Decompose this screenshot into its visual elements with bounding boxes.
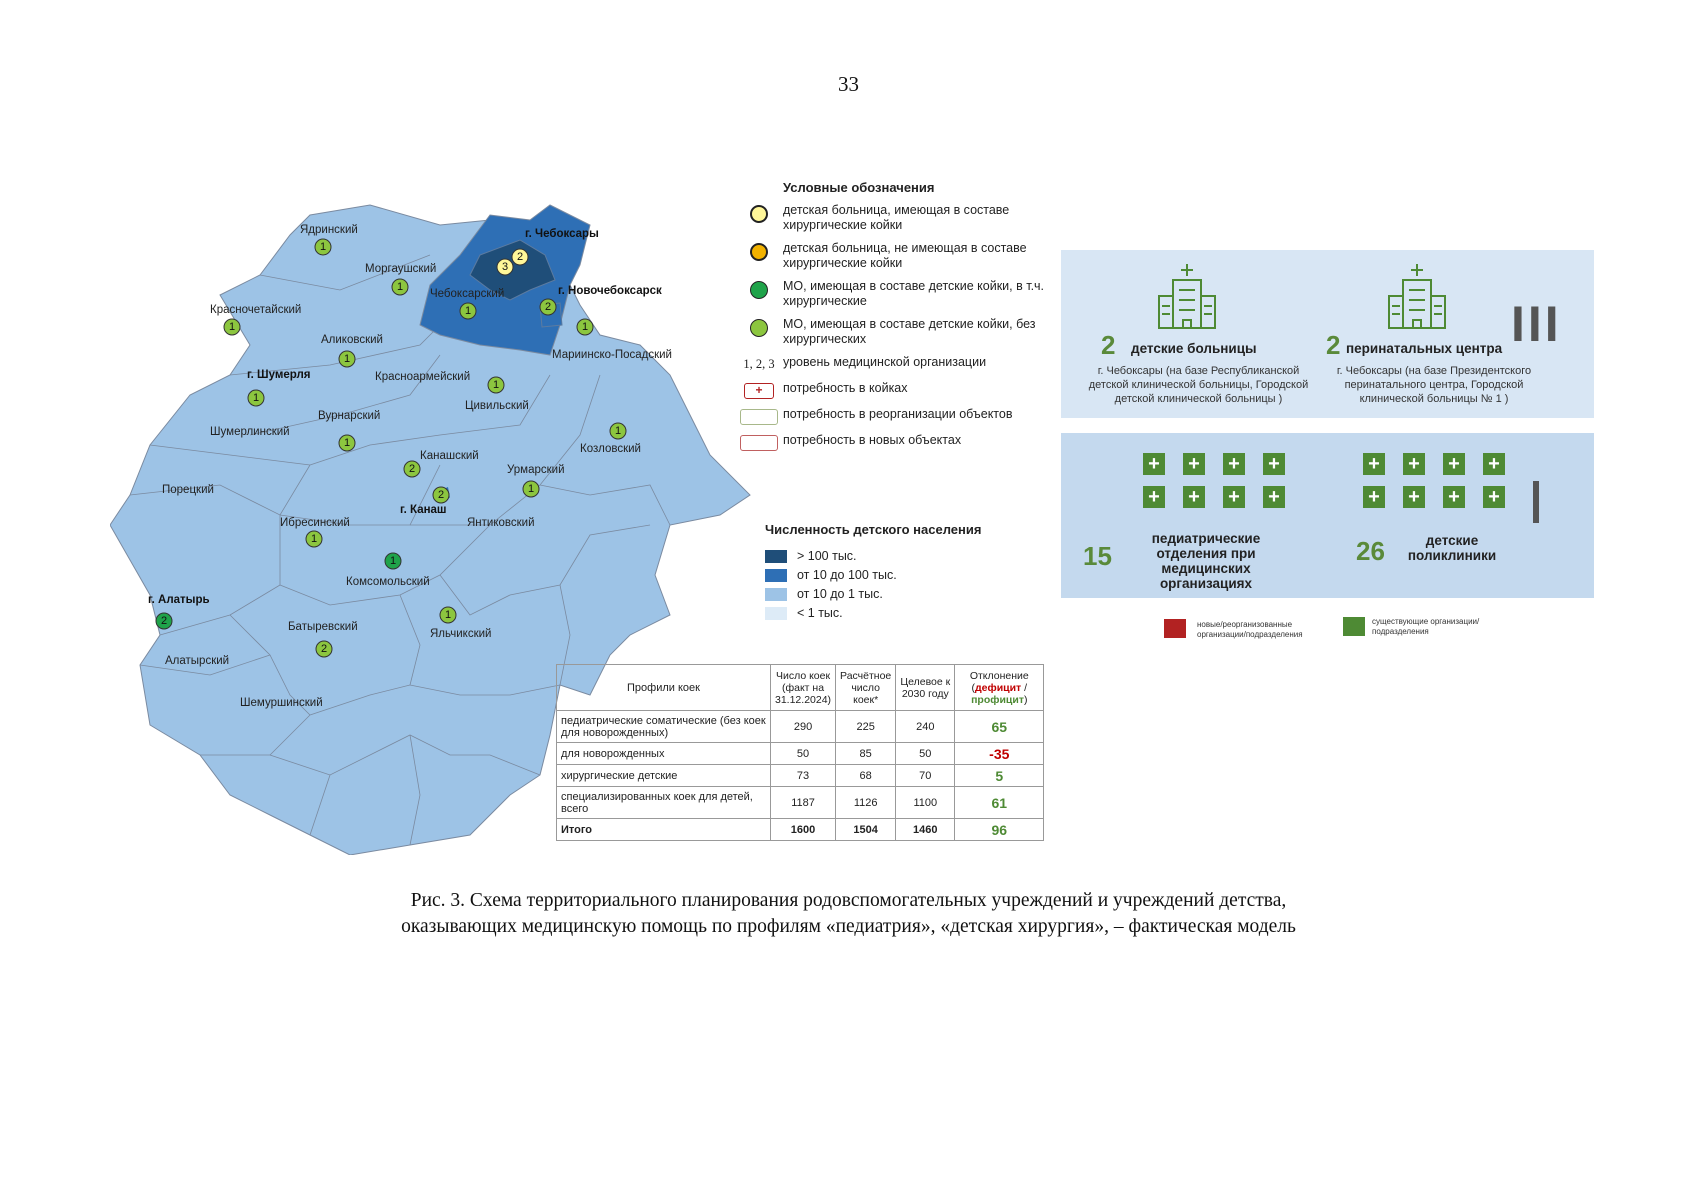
table-cell: 1460	[896, 819, 955, 841]
city-label: г. Шумерля	[247, 369, 311, 381]
table-cell: 1126	[836, 787, 896, 819]
table-cell: 73	[771, 765, 836, 787]
green-circle-icon	[750, 281, 768, 299]
table-header: Расчётное число коек*	[836, 665, 896, 711]
table-cell: специализированных коек для детей, всего	[557, 787, 771, 819]
population-item-text: от 10 до 100 тыс.	[797, 568, 897, 582]
legend-item	[735, 241, 1065, 271]
facility-level-label: 2	[160, 615, 168, 627]
facility-marker	[306, 531, 322, 547]
surplus-label: профицит	[971, 693, 1024, 706]
facility-marker	[385, 553, 401, 569]
population-item	[765, 547, 981, 565]
plus-icon: +	[1143, 486, 1165, 508]
deviation-paren: )	[1023, 693, 1028, 706]
table-cell: 50	[896, 743, 955, 765]
facility-level-label: 1	[228, 321, 236, 333]
table-row	[557, 819, 1044, 841]
orange-circle-icon	[750, 243, 768, 261]
plus-box-icon: +	[744, 383, 774, 399]
plus-icon: +	[1483, 453, 1505, 475]
district-label: Красноармейский	[375, 371, 471, 383]
new-key-swatch	[1164, 619, 1186, 638]
deficit-label: дефицит	[975, 681, 1022, 694]
district-label: Батыревский	[288, 621, 358, 633]
district-label: Шемуршинский	[240, 697, 323, 709]
city-label: г. Канаш	[400, 504, 447, 516]
facility-level-label: 2	[320, 643, 328, 655]
facility-marker	[523, 481, 539, 497]
district-label: Ядринский	[300, 224, 358, 236]
deviation-cell: 5	[955, 765, 1044, 787]
district-label: Канашский	[420, 450, 479, 462]
table-cell: 225	[836, 711, 896, 743]
facility-level-label: 1	[343, 353, 351, 365]
existing-key-text: существующие организации/подразделения	[1372, 617, 1480, 636]
table-header: Целевое к 2030 году	[896, 665, 955, 711]
facility-level-label: 1	[389, 555, 397, 567]
hospital-building-icon	[1156, 262, 1218, 330]
plus-icon: +	[1263, 453, 1285, 475]
plus-icon: +	[1403, 453, 1425, 475]
perinatal-count: 2	[1326, 330, 1341, 360]
district-label: Комсомольский	[346, 576, 430, 588]
new-key-text: новые/реорганизованные организации/подразделения	[1197, 620, 1303, 639]
table-cell: 68	[836, 765, 896, 787]
city-label: г. Алатырь	[148, 594, 210, 606]
level-indicator: III	[1511, 296, 1562, 352]
table-header-deviation	[955, 665, 1044, 711]
facility-marker	[315, 239, 331, 255]
yellow-circle-icon	[750, 205, 768, 223]
population-item	[765, 566, 981, 584]
facility-marker	[460, 303, 476, 319]
legend-item-text: детская больница, имеющая в составе хирургические койки	[783, 203, 1010, 232]
level-indicator	[1533, 481, 1539, 523]
population-item-text: > 100 тыс.	[797, 549, 857, 563]
city-label: г. Чебоксары	[525, 228, 599, 240]
plus-icon: +	[1363, 486, 1385, 508]
facility-marker	[512, 249, 528, 265]
district-label: Моргаушский	[365, 263, 437, 275]
level-symbol: 1, 2, 3	[743, 357, 775, 371]
facility-marker	[224, 319, 240, 335]
district-label: Мариинско-Посадский	[552, 349, 672, 361]
legend-item-text: потребность в реорганизации объектов	[783, 407, 1013, 421]
table-cell: для новорожденных	[557, 743, 771, 765]
facility-level-label: 1	[581, 321, 589, 333]
table-header: Число коек (факт на 31.12.2024)	[771, 665, 836, 711]
facility-marker	[156, 613, 172, 629]
facility-level-label: 1	[310, 533, 318, 545]
legend-item-text: потребность в койках	[783, 381, 908, 395]
level-1-panel	[1061, 433, 1594, 598]
population-item-text: от 10 до 1 тыс.	[797, 587, 883, 601]
population-item	[765, 585, 981, 603]
facility-level-label: 1	[319, 241, 327, 253]
plus-icon: +	[1443, 453, 1465, 475]
swatch-icon	[765, 569, 787, 582]
district-label: Чебоксарский	[430, 288, 505, 300]
facility-level-label: 1	[396, 281, 404, 293]
legend-item-text: уровень медицинской организации	[783, 355, 987, 369]
district-label: Аликовский	[321, 334, 383, 346]
facility-level-label: 1	[464, 305, 472, 317]
table-row	[557, 743, 1044, 765]
table-cell: педиатрические соматические (без коек для новорожденных)	[557, 711, 771, 743]
facility-marker	[540, 299, 556, 315]
plus-icon: +	[1403, 486, 1425, 508]
new-object-box-icon	[740, 435, 778, 451]
facility-marker	[440, 607, 456, 623]
facility-level-label: 2	[437, 489, 445, 501]
facility-marker	[488, 377, 504, 393]
facility-level-label: 1	[343, 437, 351, 449]
hospitals-count: 2	[1101, 330, 1116, 360]
hospital-building-icon	[1386, 262, 1448, 330]
legend-item	[735, 355, 1065, 373]
table-cell: 70	[896, 765, 955, 787]
facility-level-label: 1	[527, 483, 535, 495]
table-body	[557, 711, 1044, 841]
population-title: Численность детского населения	[765, 522, 982, 537]
level-3-panel	[1061, 250, 1594, 418]
deviation-cell: 61	[955, 787, 1044, 819]
clinics-count: 26	[1356, 536, 1385, 566]
facility-level-label: 1	[492, 379, 500, 391]
district-label: Козловский	[580, 443, 641, 455]
table-header: Профили коек	[557, 665, 771, 711]
district-label: Янтиковский	[467, 517, 535, 529]
district-label: Порецкий	[162, 484, 214, 496]
plus-icon: +	[1143, 453, 1165, 475]
perinatal-label: перинатальных центра	[1346, 341, 1503, 356]
facility-marker	[339, 351, 355, 367]
map-legend	[735, 180, 1065, 459]
table-cell: 85	[836, 743, 896, 765]
facility-marker	[433, 487, 449, 503]
facility-level-label: 1	[444, 609, 452, 621]
departments-count: 15	[1083, 541, 1112, 571]
table-cell: 240	[896, 711, 955, 743]
facility-marker	[497, 259, 513, 275]
plus-icon: +	[1363, 453, 1385, 475]
legend-item	[735, 433, 1065, 451]
facility-level-label: 1	[614, 425, 622, 437]
population-legend	[765, 522, 981, 623]
legend-item	[735, 407, 1065, 425]
table-cell: 1504	[836, 819, 896, 841]
legend-item	[735, 203, 1065, 233]
table-cell: 290	[771, 711, 836, 743]
clinics-label: детские поликлиники	[1407, 533, 1497, 563]
facility-marker	[404, 461, 420, 477]
deviation-paren: (	[971, 681, 975, 694]
plus-icon: +	[1223, 486, 1245, 508]
facility-level-label: 2	[408, 463, 416, 475]
legend-item	[735, 279, 1065, 309]
city-label: г. Новочебоксарск	[558, 285, 662, 297]
plus-icon: +	[1183, 486, 1205, 508]
facility-marker	[316, 641, 332, 657]
table-cell: 50	[771, 743, 836, 765]
legend-title: Условные обозначения	[783, 180, 935, 195]
plus-icon: +	[1483, 486, 1505, 508]
district-label: Красночетайский	[210, 304, 302, 316]
facility-marker	[392, 279, 408, 295]
table-cell: 1600	[771, 819, 836, 841]
plus-icon: +	[1223, 453, 1245, 475]
swatch-icon	[765, 588, 787, 601]
page-number: 33	[838, 72, 859, 96]
swatch-icon	[765, 550, 787, 563]
plus-icon: +	[1263, 486, 1285, 508]
facility-level-label: 2	[544, 301, 552, 313]
table-row	[557, 787, 1044, 819]
facility-level-label: 2	[516, 251, 524, 263]
legend-item	[735, 317, 1065, 347]
deviation-cell: 65	[955, 711, 1044, 743]
district-label: Урмарский	[507, 464, 565, 476]
deviation-title: Отклонение	[969, 669, 1029, 682]
district-label: Вурнарский	[318, 410, 381, 422]
legend-item-text: детская больница, не имеющая в составе хирургические койки	[783, 241, 1027, 270]
district-label: Ибресинский	[280, 517, 350, 529]
hospitals-label: детские больницы	[1131, 341, 1257, 356]
district-label: Алатырский	[165, 655, 230, 667]
legend-item-text: МО, имеющая в составе детские койки, без хирургических	[783, 317, 1036, 346]
perinatal-description: г. Чебоксары (на базе Президентского перинатального центра, Городской клинической больницы № 1 )	[1336, 365, 1532, 405]
existing-key-swatch	[1343, 617, 1365, 636]
facility-marker	[610, 423, 626, 439]
departments-label: педиатрические отделения при медицинских организациях	[1151, 531, 1261, 591]
table-row	[557, 711, 1044, 743]
facility-marker	[339, 435, 355, 451]
deviation-cell: -35	[955, 743, 1044, 765]
district-label: Яльчикский	[430, 628, 492, 640]
legend-item-text: потребность в новых объектах	[783, 433, 962, 447]
caption-line: Рис. 3. Схема территориального планирования родовспомогательных учреждений и учреждений детства,	[410, 890, 1287, 911]
light-green-circle-icon	[750, 319, 768, 337]
table-row	[557, 765, 1044, 787]
population-item	[765, 604, 981, 622]
swatch-icon	[765, 607, 787, 620]
table-cell: 1100	[896, 787, 955, 819]
caption-line: оказывающих медицинскую помощь по профилям «педиатрия», «детская хирургия», – фактическая модель	[401, 916, 1296, 937]
population-item-text: < 1 тыс.	[797, 606, 843, 620]
reorganization-box-icon	[740, 409, 778, 425]
figure-caption	[0, 888, 1697, 940]
facility-marker	[248, 390, 264, 406]
plus-icon: +	[1183, 453, 1205, 475]
deviation-cell: 96	[955, 819, 1044, 841]
district-label: Цивильский	[465, 400, 529, 412]
legend-item	[735, 381, 1065, 399]
deviation-separator: /	[1021, 681, 1028, 694]
table-cell: Итого	[557, 819, 771, 841]
plus-icon: +	[1443, 486, 1465, 508]
district-label: Шумерлинский	[210, 426, 290, 438]
facility-level-label: 3	[501, 261, 509, 273]
facility-level-label: 1	[252, 392, 260, 404]
facility-marker	[577, 319, 593, 335]
beds-table	[556, 664, 1044, 841]
legend-item-text: МО, имеющая в составе детские койки, в т.ч. хирургические	[783, 279, 1045, 308]
table-cell: 1187	[771, 787, 836, 819]
table-cell: хирургические детские	[557, 765, 771, 787]
hospitals-description: г. Чебоксары (на базе Республиканской детской клинической больницы, Городской детской клинической больницы )	[1088, 365, 1309, 405]
